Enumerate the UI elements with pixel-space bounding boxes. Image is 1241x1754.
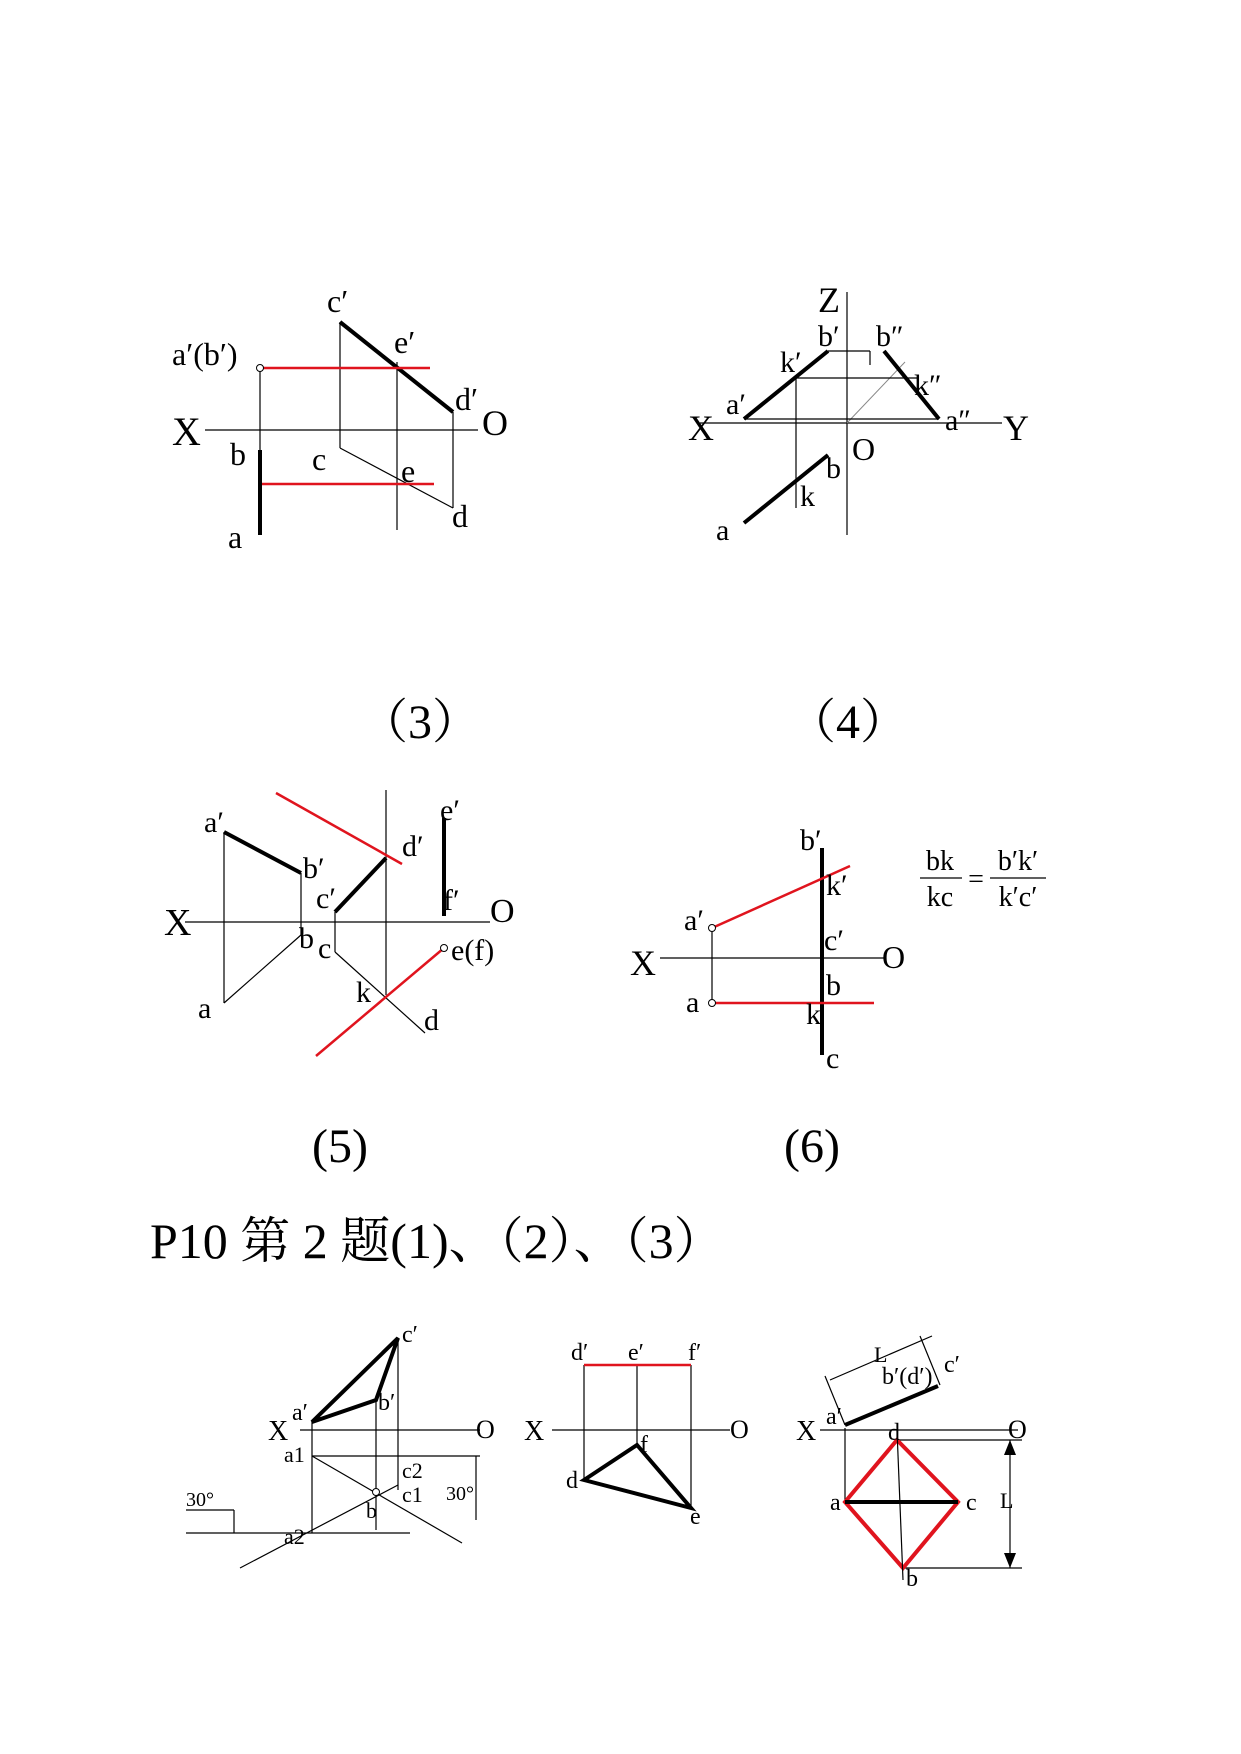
fig6-point-a-front: [709, 925, 716, 932]
figB-label-o: O: [730, 1415, 749, 1444]
formula-den-right: k′c′: [998, 882, 1038, 913]
fig3-label-a: a: [228, 519, 243, 555]
figC-label-bp-dp: b′(d′): [882, 1364, 933, 1390]
fig5-label-ef: e(f): [451, 934, 495, 967]
figB-label-dp: d′: [571, 1340, 589, 1366]
figA-label-c2: c2: [402, 1458, 423, 1483]
fig4-label-app: a″: [945, 404, 971, 437]
fig3-point-a-front: [257, 365, 264, 372]
figC-label-d: d: [888, 1420, 900, 1446]
fig4-label-y: Y: [1003, 408, 1029, 448]
figA-label-angle-left: 30°: [186, 1489, 214, 1511]
figC-label-o: O: [1008, 1415, 1027, 1444]
fig3-label-cp: c′: [327, 283, 349, 319]
fig5-label-dp: d′: [402, 830, 424, 863]
fig6-label-c: c: [826, 1042, 840, 1075]
formula-equals: =: [968, 864, 984, 895]
fig5-label-c: c: [318, 932, 332, 965]
fig5-label-ap: a′: [204, 806, 224, 839]
fig4-label-ap: a′: [726, 388, 746, 421]
formula-num-left: bk: [926, 846, 954, 877]
figC-label-a: a: [830, 1490, 841, 1516]
figC-label-x: X: [796, 1416, 817, 1447]
fig4-line-ab-top: [744, 455, 828, 523]
figC-label-cp: c′: [944, 1352, 960, 1378]
figC-label-c: c: [966, 1490, 977, 1516]
fig6-label-ap: a′: [684, 904, 704, 937]
section-heading: P10 第 2 题(1)、（2）、（3）: [150, 1213, 724, 1269]
fig3-label-x: X: [172, 409, 201, 454]
fig6-label-cp: c′: [824, 924, 844, 957]
figA-label-a1: a1: [284, 1442, 305, 1467]
fig5-label-ep: e′: [440, 794, 460, 827]
figB-label-f: f: [640, 1432, 648, 1458]
fig4-label-k: k: [800, 480, 815, 513]
figure-p10-2: [524, 1340, 749, 1530]
fig4-label-a: a: [716, 514, 730, 547]
figB-label-ep: e′: [628, 1340, 644, 1366]
figC-label-l-right: L: [1000, 1488, 1014, 1513]
fig4-label-kp: k′: [780, 346, 802, 379]
fig5-label-d: d: [424, 1004, 439, 1037]
fig3-label-o: O: [482, 403, 508, 443]
figC-label-l-top: L: [874, 1342, 888, 1367]
fig5-label-bp: b′: [303, 852, 325, 885]
fig5-label-fp: f′: [443, 884, 460, 917]
figA-label-b: b: [366, 1498, 377, 1523]
fig6-label-bp: b′: [800, 824, 822, 857]
figB-triangle-top: [584, 1445, 691, 1508]
fig4-label-bpp: b″: [876, 320, 904, 353]
fig5-line-cd-top: [335, 952, 425, 1033]
fig4-label-b: b: [826, 452, 841, 485]
fig3-label-dp: d′: [455, 381, 478, 417]
fig4-45-line: [847, 362, 905, 423]
figC-label-ap: a′: [826, 1404, 842, 1430]
figB-label-fp: f′: [688, 1340, 702, 1366]
fig4-caption: （4）: [787, 696, 909, 749]
fig3-label-d: d: [452, 498, 468, 534]
figure-4: [688, 280, 1029, 749]
fig5-red-line-top: [316, 948, 444, 1056]
figA-label-o: O: [476, 1415, 495, 1444]
fig6-caption: (6): [784, 1120, 840, 1173]
fig6-label-a: a: [686, 986, 700, 1019]
fig3-caption: （3）: [359, 696, 481, 749]
figA-label-c1: c1: [402, 1482, 423, 1507]
figB-label-d: d: [566, 1468, 578, 1494]
figC-dim-arrow-down: [1004, 1553, 1016, 1568]
figA-label-x: X: [268, 1416, 289, 1447]
fig6-point-a-top: [709, 1000, 716, 1007]
fig6-ratio-formula: [920, 846, 1046, 913]
fig5-caption: (5): [312, 1120, 368, 1173]
fig5-red-line-front: [276, 793, 402, 864]
figA-label-cp: c′: [402, 1322, 418, 1348]
fig5-label-cp: c′: [316, 882, 336, 915]
fig5-label-b: b: [299, 922, 314, 955]
fig6-label-kp: k′: [826, 869, 848, 902]
fig6-label-x: X: [630, 943, 656, 983]
figA-label-ap: a′: [292, 1400, 308, 1426]
fig5-label-k: k: [356, 976, 371, 1009]
fig6-label-k: k: [806, 998, 821, 1031]
formula-den-left: kc: [926, 882, 954, 913]
fig5-label-a: a: [198, 992, 212, 1025]
figure-6: [630, 824, 1046, 1173]
figA-line-a1-c: [312, 1456, 462, 1543]
fig3-label-c: c: [312, 441, 327, 477]
figure-5: [164, 790, 515, 1173]
fig3-label-b: b: [230, 436, 246, 472]
figure-3: [172, 283, 508, 749]
fig5-line-ab-top: [224, 935, 301, 1003]
figB-label-e: e: [690, 1504, 701, 1530]
figA-point-b: [373, 1489, 380, 1496]
fig4-label-kpp: k″: [914, 369, 942, 402]
fig3-label-ep: e′: [394, 324, 416, 360]
figC-projector-bd: [897, 1430, 903, 1580]
fig5-point-ef: [441, 945, 448, 952]
fig5-line-cd-front: [335, 858, 386, 912]
formula-num-right: b′k′: [997, 846, 1039, 877]
fig4-label-o: O: [852, 431, 876, 467]
fig4-label-z: Z: [818, 280, 840, 320]
fig4-label-bp: b′: [818, 320, 840, 353]
figC-label-b: b: [906, 1566, 918, 1592]
fig5-label-x: X: [164, 902, 192, 944]
figure-p10-1: [186, 1322, 495, 1568]
figA-label-a2: a2: [284, 1524, 305, 1549]
fig3-label-e: e: [401, 453, 416, 489]
fig5-label-o: O: [490, 893, 515, 930]
fig6-label-b: b: [826, 969, 841, 1002]
fig6-label-o: O: [882, 939, 906, 975]
figB-label-x: X: [524, 1416, 545, 1447]
fig5-line-ab-front: [224, 832, 301, 873]
figA-label-angle-right: 30°: [446, 1483, 474, 1505]
figure-p10-3: [796, 1336, 1027, 1592]
fig4-label-x: X: [688, 408, 714, 448]
fig3-label-ap-bp: a′(b′): [172, 336, 238, 372]
figA-label-bp: b′: [378, 1390, 396, 1416]
